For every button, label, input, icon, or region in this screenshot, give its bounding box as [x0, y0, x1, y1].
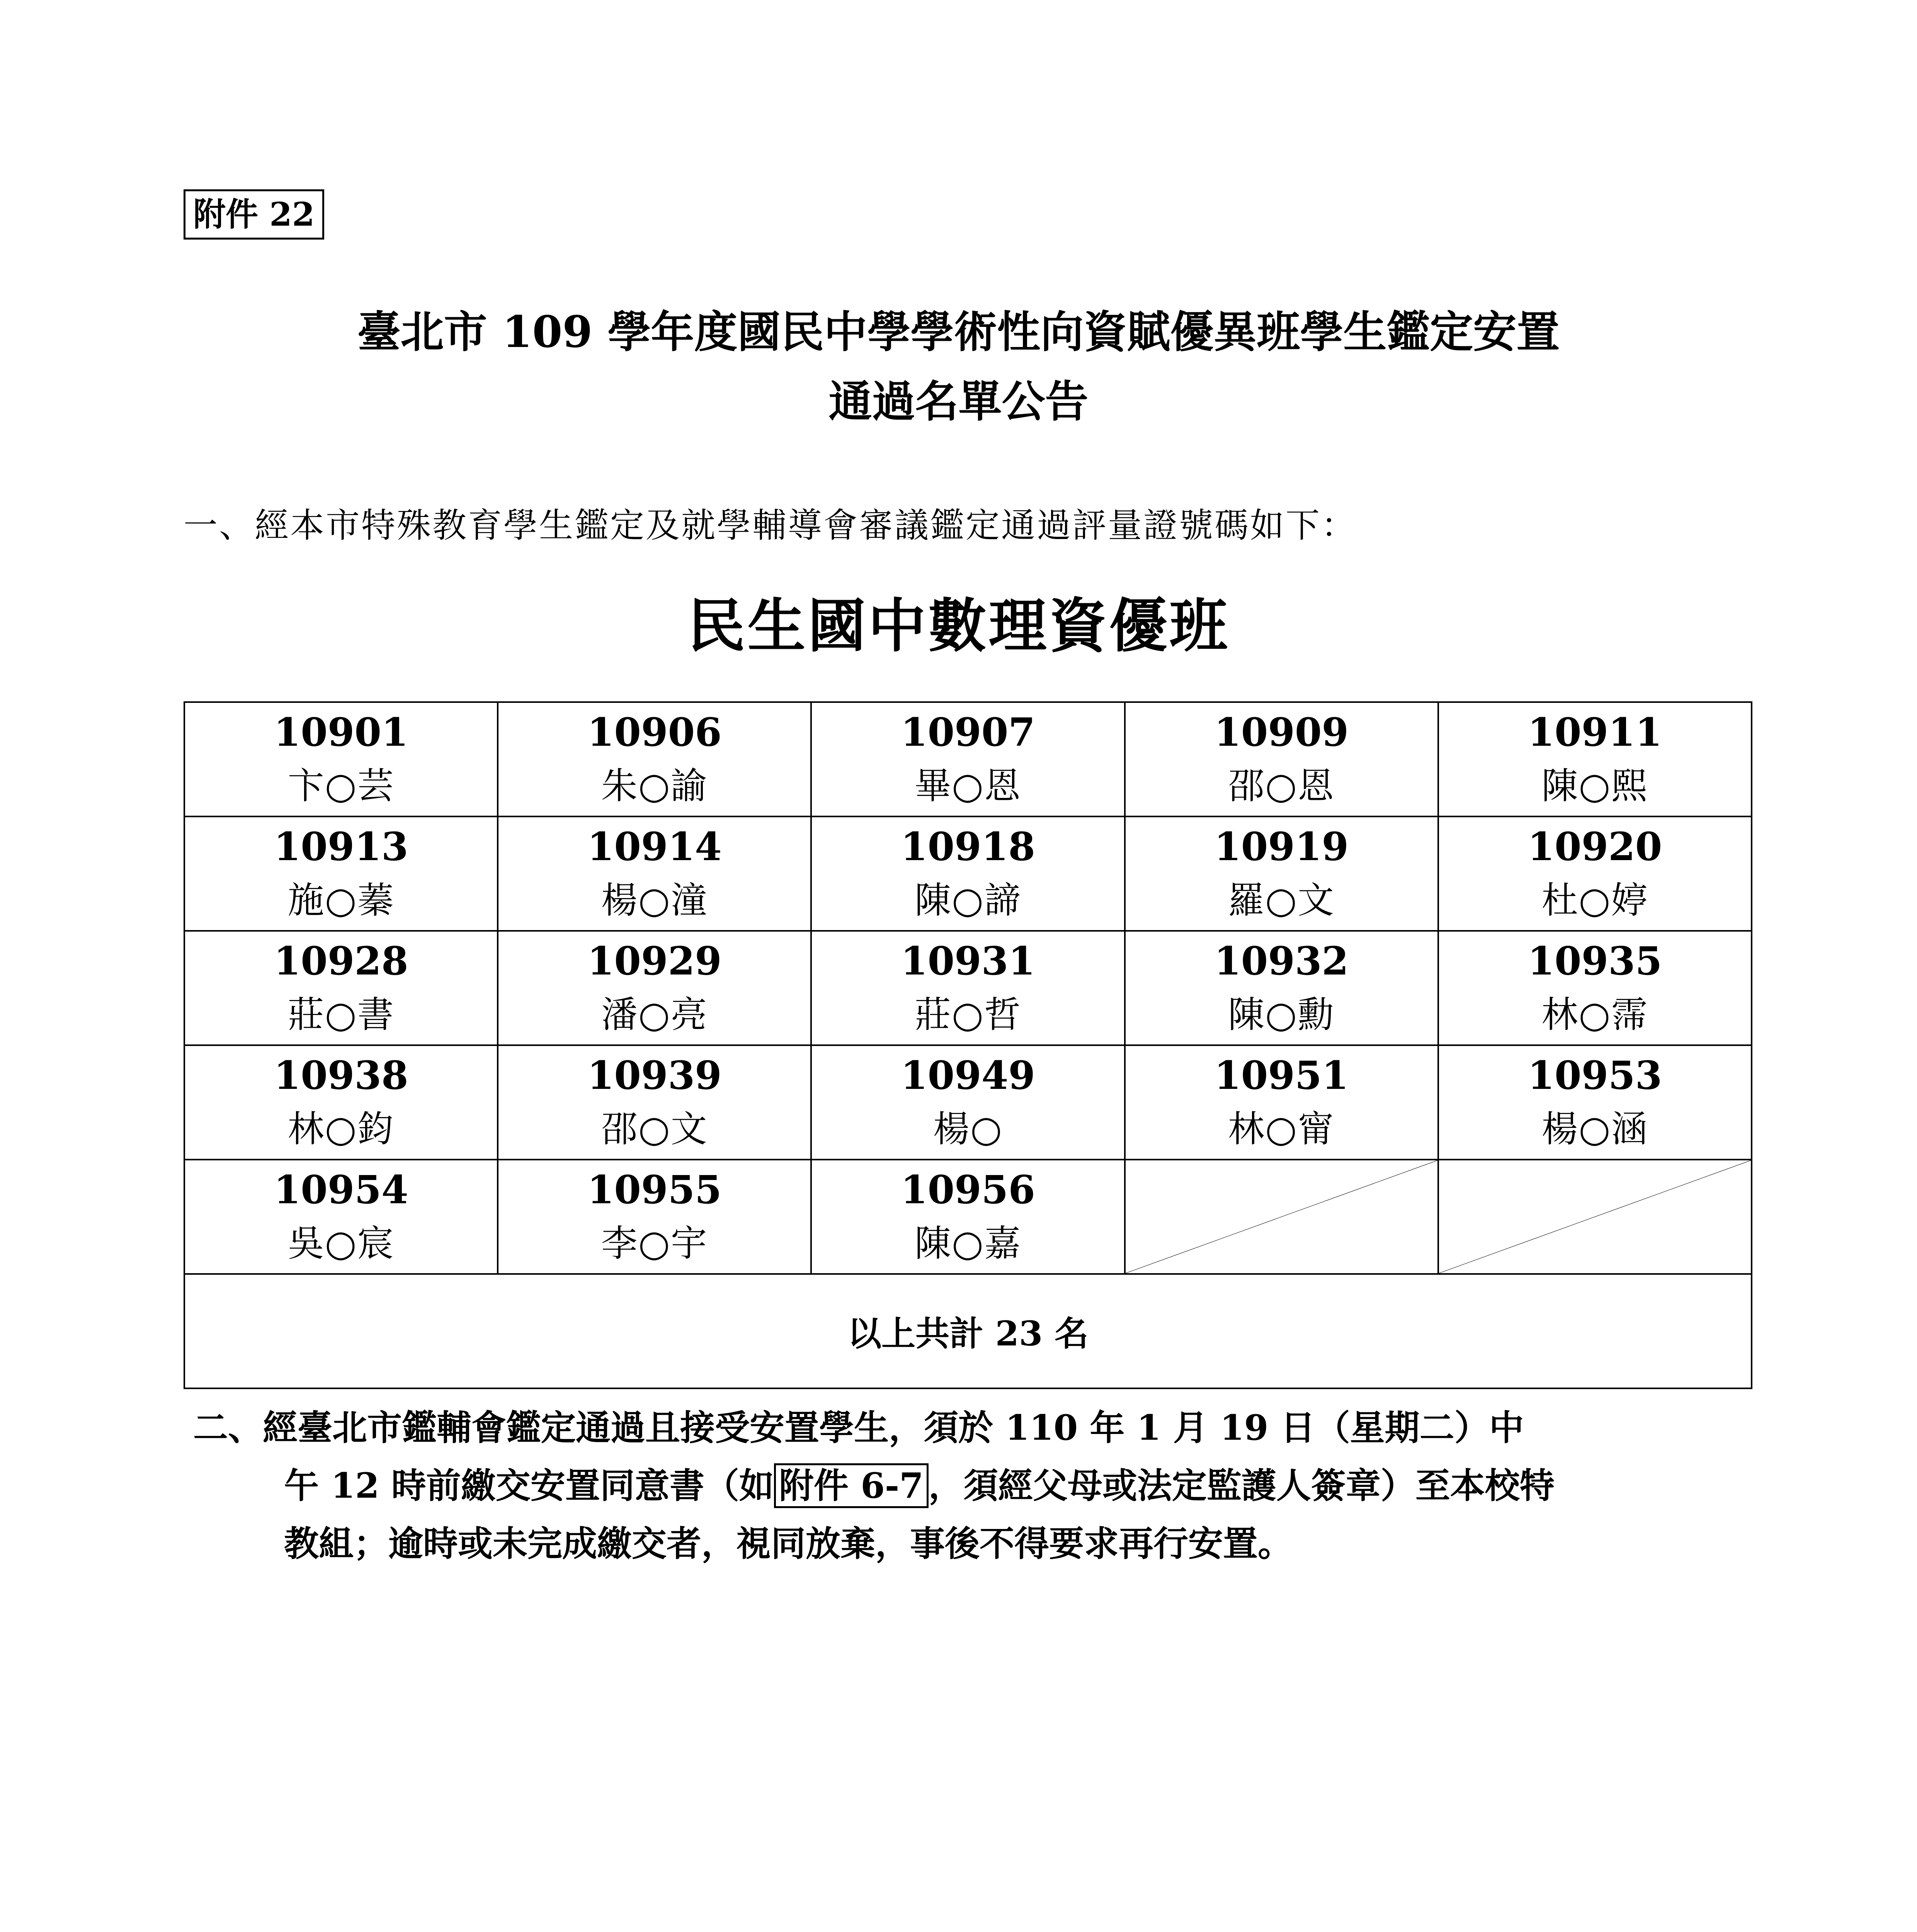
student-cell [498, 816, 811, 931]
student-cert-number: 10914 [587, 824, 722, 869]
student-cert-number: 10939 [587, 1053, 722, 1098]
student-cert-number: 10901 [274, 709, 408, 755]
student-name: 杜○婷 [1541, 879, 1648, 922]
student-cell [1438, 702, 1752, 816]
student-name: 林○鈞 [287, 1108, 395, 1150]
student-cert-number: 10906 [587, 709, 722, 755]
student-name: 莊○書 [287, 994, 395, 1036]
student-cert-number: 10911 [1527, 709, 1662, 755]
student-cell [498, 702, 811, 816]
student-name: 畢○恩 [914, 765, 1021, 807]
student-cell [1125, 816, 1438, 931]
roster-row [184, 816, 1752, 931]
student-name: 楊○潼 [601, 879, 708, 922]
student-name: 卞○芸 [287, 765, 395, 807]
student-cert-number: 10919 [1214, 824, 1349, 869]
section-1-intro: 一、經本市特殊教育學生鑑定及就學輔導會審議鑑定通過評量證號碼如下： [184, 505, 1357, 545]
student-cell [1125, 1045, 1438, 1160]
student-name: 潘○亮 [601, 994, 708, 1036]
student-cell [498, 1160, 811, 1274]
student-cert-number: 10920 [1527, 824, 1662, 869]
roster-row [184, 702, 1752, 816]
student-name: 楊○ [933, 1108, 1003, 1150]
student-cell [498, 1045, 811, 1160]
student-cert-number: 10909 [1214, 709, 1349, 755]
student-cert-number: 10951 [1214, 1053, 1349, 1098]
student-cell [811, 702, 1124, 816]
notice-line-2-text-a: 午 12 時前繳交安置同意書（如 [284, 1465, 774, 1506]
student-cell [498, 931, 811, 1045]
student-cell [184, 702, 498, 816]
student-name: 林○甯 [1228, 1108, 1335, 1150]
roster-total-row [184, 1274, 1752, 1388]
notice-line-3: 教組；逾時或未完成繳交者，視同放棄，事後不得要求再行安置。 [284, 1523, 1293, 1564]
student-cert-number: 10953 [1527, 1053, 1662, 1098]
student-cert-number: 10938 [274, 1053, 408, 1098]
student-cert-number: 10928 [274, 938, 408, 984]
empty-cell-slash [1126, 1160, 1437, 1273]
student-name: 邵○文 [601, 1108, 708, 1150]
attachment-reference: 附件 6-7 [774, 1463, 929, 1508]
student-cell [1438, 816, 1752, 931]
roster-row [184, 1160, 1752, 1274]
empty-cell [1125, 1160, 1438, 1274]
student-name: 施○蓁 [287, 879, 395, 922]
student-cell [811, 816, 1124, 931]
student-cell [1125, 931, 1438, 1045]
student-cell [1438, 931, 1752, 1045]
student-cert-number: 10932 [1214, 938, 1349, 984]
student-name: 陳○熙 [1541, 765, 1648, 807]
student-cert-number: 10949 [901, 1053, 1035, 1098]
student-cell [1438, 1045, 1752, 1160]
empty-cell-slash [1439, 1160, 1751, 1273]
student-name: 邵○恩 [1228, 765, 1335, 807]
student-cert-number: 10954 [274, 1167, 408, 1213]
student-cert-number: 10956 [901, 1167, 1035, 1213]
notice-line-2 [193, 1457, 1762, 1515]
student-name: 朱○諭 [601, 765, 708, 807]
student-cell [811, 1045, 1124, 1160]
total-count: 以上共計 23 名 [184, 1274, 1752, 1388]
notice-line-1: 二、經臺北市鑑輔會鑑定通過且接受安置學生，須於 110 年 1 月 19 日（星期二）中 [193, 1407, 1524, 1448]
diagonal-line [1126, 1160, 1437, 1273]
student-cert-number: 10935 [1527, 938, 1662, 984]
roster-row [184, 931, 1752, 1045]
attachment-tag: 附件 22 [184, 189, 324, 240]
roster-table [184, 701, 1752, 1389]
student-cell [184, 931, 498, 1045]
student-name: 陳○諦 [914, 879, 1021, 922]
section-2-notice [193, 1399, 1762, 1573]
student-cert-number: 10955 [587, 1167, 722, 1213]
student-cell [1125, 702, 1438, 816]
student-name: 陳○嘉 [914, 1223, 1021, 1265]
student-cell [811, 1160, 1124, 1274]
student-name: 吳○宸 [287, 1223, 395, 1265]
student-cert-number: 10913 [274, 824, 408, 869]
student-cert-number: 10931 [901, 938, 1035, 984]
student-cell [184, 1160, 498, 1274]
student-cert-number: 10907 [901, 709, 1035, 755]
page-subtitle: 通過名單公告 [828, 376, 1089, 427]
student-cell [811, 931, 1124, 1045]
page-title: 臺北市 109 學年度國民中學學術性向資賦優異班學生鑑定安置 [357, 307, 1560, 357]
roster-row [184, 1045, 1752, 1160]
notice-line-2-text-b: ，須經父母或法定監護人簽章）至本校特 [928, 1465, 1555, 1506]
student-name: 羅○文 [1228, 879, 1335, 922]
class-name-heading: 民生國中數理資優班 [687, 592, 1230, 660]
student-cell [184, 1045, 498, 1160]
student-cell [184, 816, 498, 931]
student-cert-number: 10918 [901, 824, 1035, 869]
student-name: 陳○勳 [1228, 994, 1335, 1036]
diagonal-line [1439, 1160, 1751, 1273]
student-name: 莊○哲 [914, 994, 1021, 1036]
student-name: 李○宇 [601, 1223, 708, 1265]
student-cert-number: 10929 [587, 938, 722, 984]
student-name: 林○霈 [1541, 994, 1648, 1036]
empty-cell [1438, 1160, 1752, 1274]
student-name: 楊○涵 [1541, 1108, 1648, 1150]
